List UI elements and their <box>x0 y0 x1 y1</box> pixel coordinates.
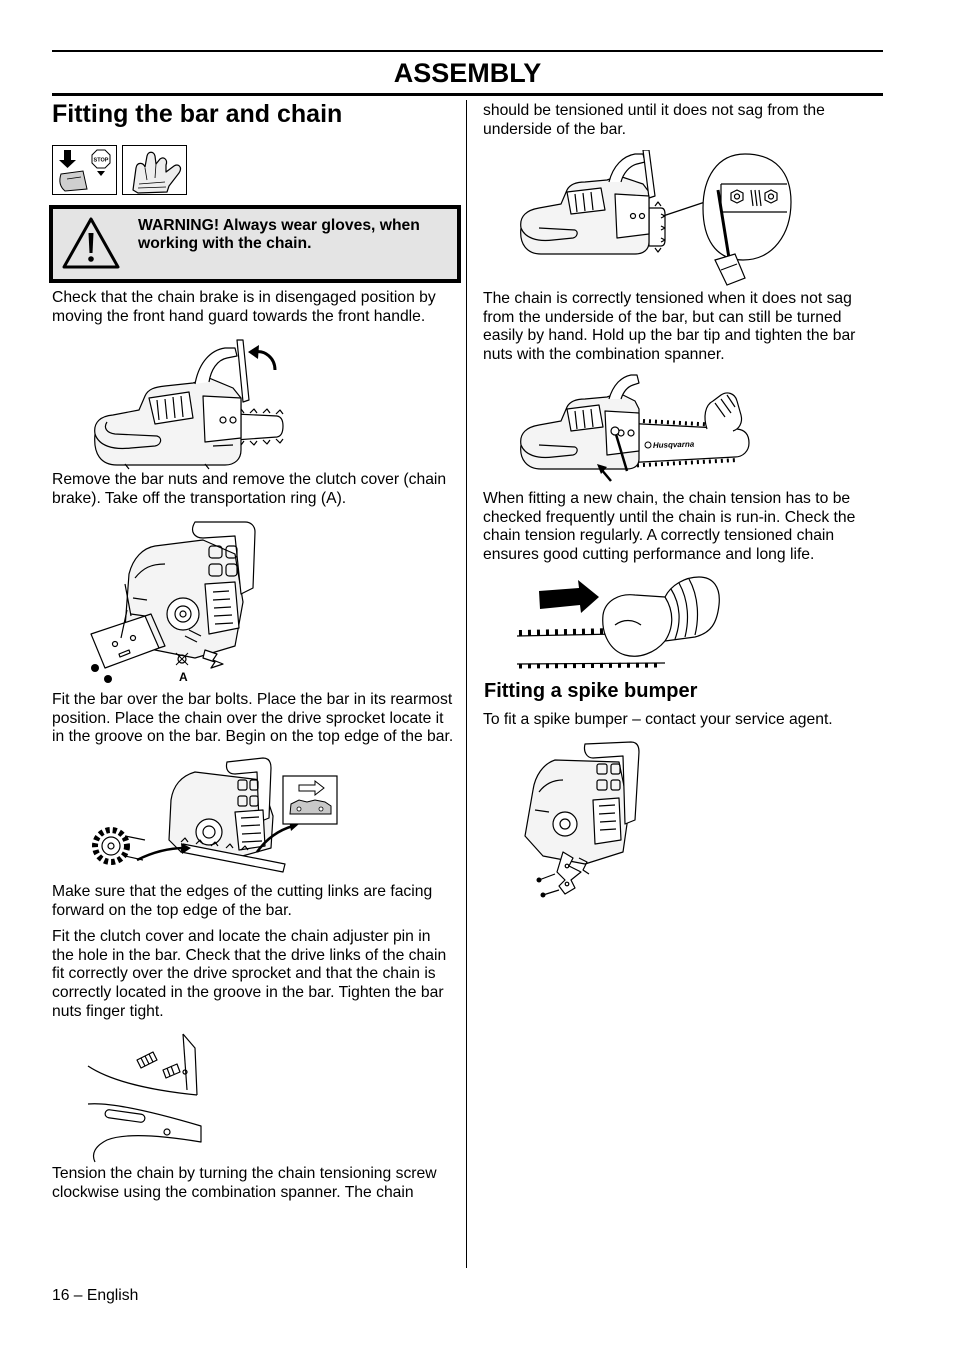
top-rule <box>52 50 883 52</box>
page-heading: Fitting the bar and chain <box>52 100 343 128</box>
push-arrow-icon <box>539 580 599 613</box>
page-footer: 16 – English <box>52 1287 139 1304</box>
paragraph-new-chain: When fitting a new chain, the chain tension has to be checked frequently until the chain is run-in. Check the chain tension regularly. A correctly tensioned chain ensures good cutting performance and long life. <box>483 490 856 564</box>
paragraph-fit-clutch-cover: Fit the clutch cover and locate the chain adjuster pin in the hole in the bar. Check that the drive links of the chain fit correctly over the drive sprocket and that the chain is correctly located in the groove in the bar. Tighten the bar nuts finger tight. <box>52 928 447 1020</box>
arrow-to-sprocket-icon <box>137 843 191 860</box>
screws-icon <box>537 874 560 898</box>
clutch-cover-removal-illustration <box>85 518 257 688</box>
paragraph-remove-cover: Remove the bar nuts and remove the clutch cover (chain brake). Take off the transportation ring (A). <box>52 471 447 507</box>
spike-bumper-heading: Fitting a spike bumper <box>484 680 698 702</box>
warning-text: WARNING! Always wear gloves, when working with the chain. <box>138 217 420 252</box>
section-title: ASSEMBLY <box>393 58 542 88</box>
tighten-bar-nuts-illustration <box>515 373 751 487</box>
gloves-icon-box <box>122 145 187 195</box>
transport-ring-label: A <box>179 670 188 684</box>
cutting-link-direction-inset <box>283 776 337 824</box>
paragraph-fit-bar: Fit the bar over the bar bolts. Place the bar in its rearmost position. Place the chain over the drive sprocket locate it in the groove on the bar. Begin on the top edge of the bar. <box>52 691 454 746</box>
paragraph-spike-bumper: To fit a spike bumper – contact your service agent. <box>483 711 833 728</box>
paragraph-tension-continued: should be tensioned until it does not sag from the underside of the bar. <box>483 102 825 138</box>
warning-box <box>49 205 461 283</box>
paragraph-chain-brake: Check that the chain brake is in disengaged position by moving the front hand guard towards the front handle. <box>52 289 436 325</box>
bar-brand-text: Husqvarna <box>652 439 695 450</box>
read-manual-stop-icon <box>53 146 116 194</box>
glove-chain-check-illustration <box>515 575 721 672</box>
spike-bumper-illustration <box>515 740 643 902</box>
transport-ring-crossed-icon <box>176 653 188 665</box>
bottom-rule <box>52 93 883 96</box>
column-divider <box>466 100 467 1268</box>
paragraph-correct-tension: The chain is correctly tensioned when it does not sag from the underside of the bar, but can still be turned easily by hand. Hold up the bar tip and tighten the bar nuts with the combination spanner. <box>483 290 856 364</box>
paragraph-cutting-links: Make sure that the edges of the cutting links are facing forward on the top edge of the bar. <box>52 883 433 919</box>
chain-adjuster-pin-illustration <box>85 1032 203 1164</box>
chainsaw-hand-guard-illustration <box>85 338 285 470</box>
chain-tensioning-illustration <box>515 150 795 287</box>
read-manual-stop-icon-box <box>52 145 117 195</box>
curved-arrow-icon <box>248 345 275 370</box>
glove-icon <box>123 146 186 194</box>
warning-triangle-icon <box>61 216 121 271</box>
stop-sign-text: STOP <box>93 157 109 164</box>
paragraph-tension-chain: Tension the chain by turning the chain tensioning screw clockwise using the combination spanner. The chain <box>52 1165 437 1201</box>
bar-and-chain-fitting-illustration <box>85 756 339 880</box>
